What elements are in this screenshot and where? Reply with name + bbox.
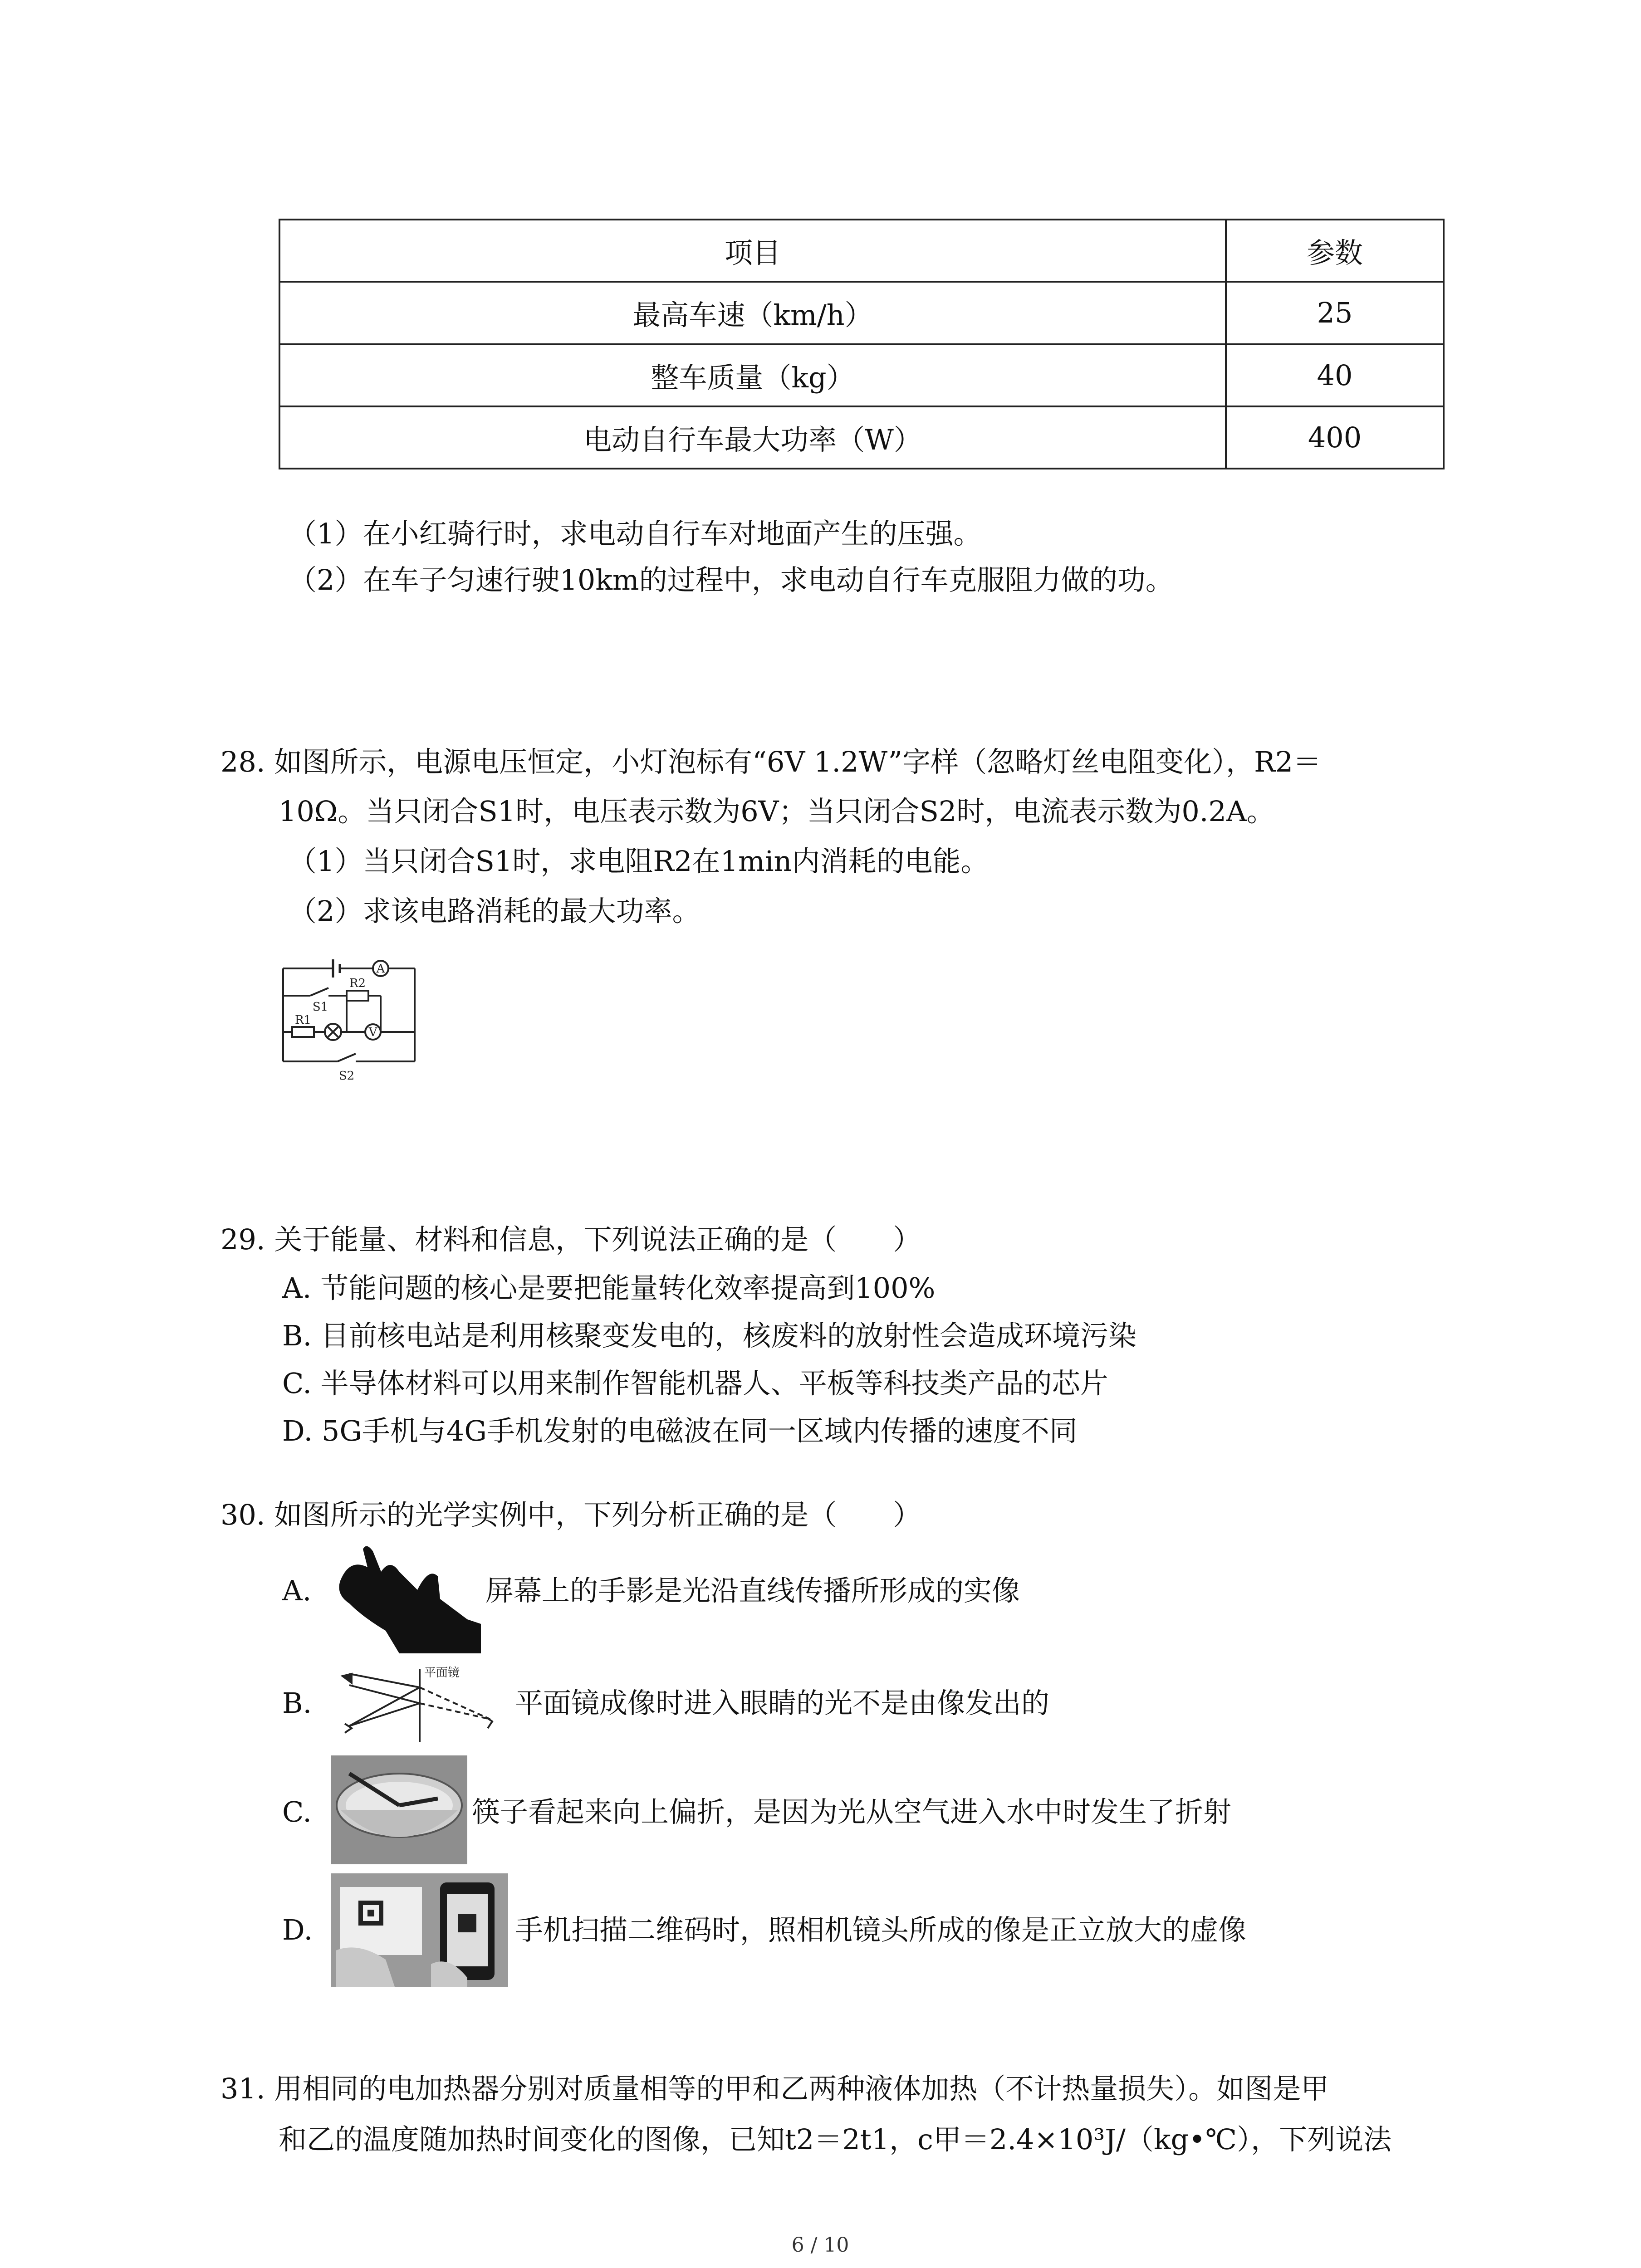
q28-stem-line2: 10Ω。当只闭合S1时，电压表示数为6V；当只闭合S2时，电流表示数为0.2A。	[279, 795, 1275, 828]
page-number: 6 / 10	[791, 2234, 849, 2257]
hand-shadow-image	[331, 1540, 481, 1653]
q30-option-d-letter[interactable]: D.	[282, 1913, 313, 1946]
q29-option-c[interactable]: C. 半导体材料可以用来制作智能机器人、平板等科技类产品的芯片	[282, 1367, 1108, 1400]
table-cell: 40	[1226, 344, 1444, 406]
table-cell: 最高车速（km/h）	[279, 282, 1226, 344]
table-row	[279, 344, 1444, 406]
q31-stem-line1: 31. 用相同的电加热器分别对质量相等的甲和乙两种液体加热（不计热量损失）。如图是甲	[220, 2072, 1329, 2105]
table-header-cell: 参数	[1226, 220, 1444, 282]
mirror-label: 平面镜	[424, 1666, 460, 1680]
table-cell: 400	[1226, 406, 1444, 469]
table-cell: 电动自行车最大功率（W）	[279, 406, 1226, 469]
table-row	[279, 406, 1444, 469]
q29-stem: 29. 关于能量、材料和信息，下列说法正确的是（ ）	[220, 1223, 921, 1256]
q30-stem: 30. 如图所示的光学实例中，下列分析正确的是（ ）	[220, 1498, 921, 1531]
table-header-cell: 项目	[279, 220, 1226, 282]
r2-label: R2	[349, 977, 366, 990]
q30-option-a-letter[interactable]: A.	[282, 1574, 312, 1607]
q29-option-d[interactable]: D. 5G手机与4G手机发射的电磁波在同一区域内传播的速度不同	[282, 1414, 1078, 1447]
q30-option-b-text[interactable]: 平面镜成像时进入眼睛的光不是由像发出的	[515, 1686, 1050, 1720]
q30-option-d-text[interactable]: 手机扫描二维码时，照相机镜头所成的像是正立放大的虚像	[515, 1913, 1247, 1946]
q27-part1: （1）在小红骑行时，求电动自行车对地面产生的压强。	[289, 517, 982, 550]
q27-part2: （2）在车子匀速行驶10km的过程中，求电动自行车克服阻力做的功。	[289, 563, 1174, 596]
q30-option-b-letter[interactable]: B.	[282, 1686, 312, 1720]
q28-part1: （1）当只闭合S1时，求电阻R2在1min内消耗的电能。	[289, 845, 989, 878]
q28-stem-line1: 28. 如图所示，电源电压恒定，小灯泡标有“6V 1.2W”字样（忽略灯丝电阻变化），R2＝	[220, 745, 1322, 778]
table-header-row	[279, 220, 1444, 282]
plane-mirror-diagram	[331, 1660, 508, 1746]
s1-label: S1	[312, 1000, 328, 1014]
q29-option-a[interactable]: A. 节能问题的核心是要把能量转化效率提高到100%	[282, 1271, 936, 1305]
q30-option-c-text[interactable]: 筷子看起来向上偏折，是因为光从空气进入水中时发生了折射	[472, 1795, 1232, 1828]
s2-label: S2	[338, 1069, 355, 1083]
table-row	[279, 282, 1444, 344]
q30-option-c-letter[interactable]: C.	[282, 1795, 312, 1828]
q29-option-b[interactable]: B. 目前核电站是利用核聚变发电的，核废料的放射性会造成环境污染	[282, 1319, 1136, 1352]
table-cell: 整车质量（kg）	[279, 344, 1226, 406]
voltmeter-label: V	[368, 1026, 377, 1039]
q30-option-a-text[interactable]: 屏幕上的手影是光沿直线传播所形成的实像	[485, 1574, 1020, 1607]
circuit-diagram	[279, 953, 428, 1089]
q28-part2: （2）求该电路消耗的最大功率。	[289, 894, 700, 928]
r1-label: R1	[294, 1013, 312, 1027]
q31-stem-line2: 和乙的温度随加热时间变化的图像，已知t2＝2t1，c甲＝2.4×10³J/（kg•℃），下列说法	[279, 2123, 1392, 2156]
parameter-table	[279, 219, 1445, 469]
table-cell: 25	[1226, 282, 1444, 344]
qr-scan-photo	[331, 1873, 508, 1987]
ammeter-label: A	[376, 962, 385, 976]
chopsticks-bowl-photo	[331, 1755, 467, 1864]
